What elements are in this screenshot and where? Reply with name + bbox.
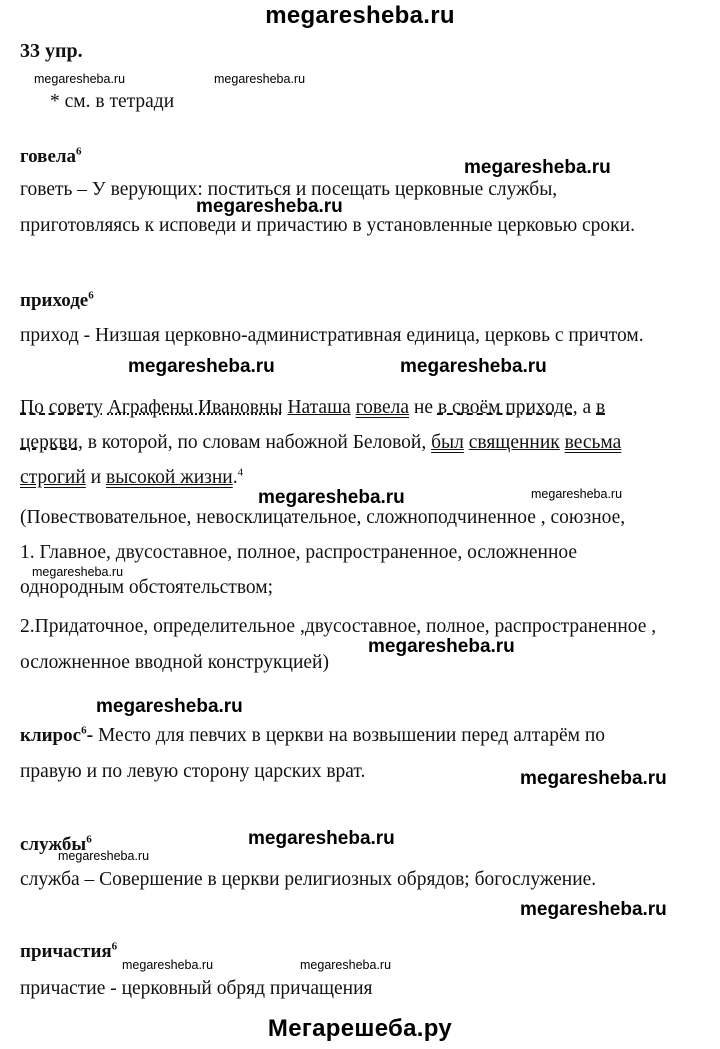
entry-heading-prichastiya: причастия$^6$ [20,940,118,962]
definition-line: говеть – У верующих: поститься и посещать церковные службы, [20,179,558,200]
analysis-line: 2.Придаточное, определительное ,двусоставное, полное, распространенное , [20,616,657,637]
entry-heading-sluzhby: службы$^6$ [20,833,92,855]
entry-heading-kliros: клирос [20,725,82,746]
predicate: весьма [564,432,622,453]
definition-line: правую и по левую сторону царских врат. [20,761,366,782]
entry-heading-govela: говела$^6$ [20,145,82,167]
sentence-line-1: По совету Аграфены Ивановны Наташа говела не в своём приходе, а в [20,397,606,418]
watermark-small: megaresheba.ru [32,565,124,579]
watermark-big: megaresheba.ru [400,356,547,377]
sentence-line-2: церкви, в которой, по словам набожной Беловой, был священник весьма [20,432,622,453]
analysis-line: однородным обстоятельством; [20,577,274,598]
predicate: высокой жизни [105,467,233,488]
site-footer: Мегарешеба.ру [267,1015,453,1042]
definition-line: причастие - церковный обряд причащения [20,978,373,999]
watermark-small: megaresheba.ru [58,849,150,863]
watermark-big: megaresheba.ru [248,828,395,849]
analysis-line: 1. Главное, двусоставное, полное, распространенное, осложненное [20,542,578,563]
watermark-big: megaresheba.ru [96,696,243,717]
adverbial: По совету [20,397,103,418]
watermark-big: megaresheba.ru [196,196,343,217]
analysis-line: (Повествовательное, невосклицательное, сложноподчиненное , союзное, [20,507,626,528]
definition-line: приготовляясь к исповеди и причастию в установленные церковью сроки. [20,215,635,236]
entry-kliros-line-1: клирос$^6$- Место для певчих в церкви на возвышении перед алтарём по [20,724,606,746]
site-header: megaresheba.ru [265,2,455,29]
watermark-small: megaresheba.ru [531,487,623,501]
watermark-small: megaresheba.ru [300,958,392,972]
definition-line: служба – Совершение в церкви религиозных обрядов; богослужение. [20,869,597,890]
sentence-line-3: строгий и высокой жизни.$^4$ [20,466,244,488]
definition-line: приход - Низшая церковно-административная единица, церковь с причтом. [20,325,644,346]
subject: священник [468,432,560,453]
adverbial: церкви [20,432,78,453]
watermark-big: megaresheba.ru [258,487,405,508]
adverbial: в своём приходе [437,397,573,418]
analysis-line: осложненное вводной конструкцией) [20,652,329,673]
exercise-note: * см. в тетради [50,91,175,112]
attribute: Аграфены Ивановны [107,397,283,418]
subject: Наташа [287,397,351,418]
predicate: был [431,432,464,453]
exercise-title: 33 упр. [20,40,83,62]
predicate: говела [355,397,410,418]
watermark-small: megaresheba.ru [34,72,126,86]
watermark-big: megaresheba.ru [520,899,667,920]
watermark-big: megaresheba.ru [368,636,515,657]
watermark-big: megaresheba.ru [464,157,611,178]
watermark-small: megaresheba.ru [122,958,214,972]
entry-heading-prihode: приходе$^6$ [20,289,94,311]
watermark-small: megaresheba.ru [214,72,306,86]
predicate: строгий [20,467,86,488]
watermark-big: megaresheba.ru [128,356,275,377]
adverbial: в [596,397,606,418]
watermark-big: megaresheba.ru [520,768,667,789]
